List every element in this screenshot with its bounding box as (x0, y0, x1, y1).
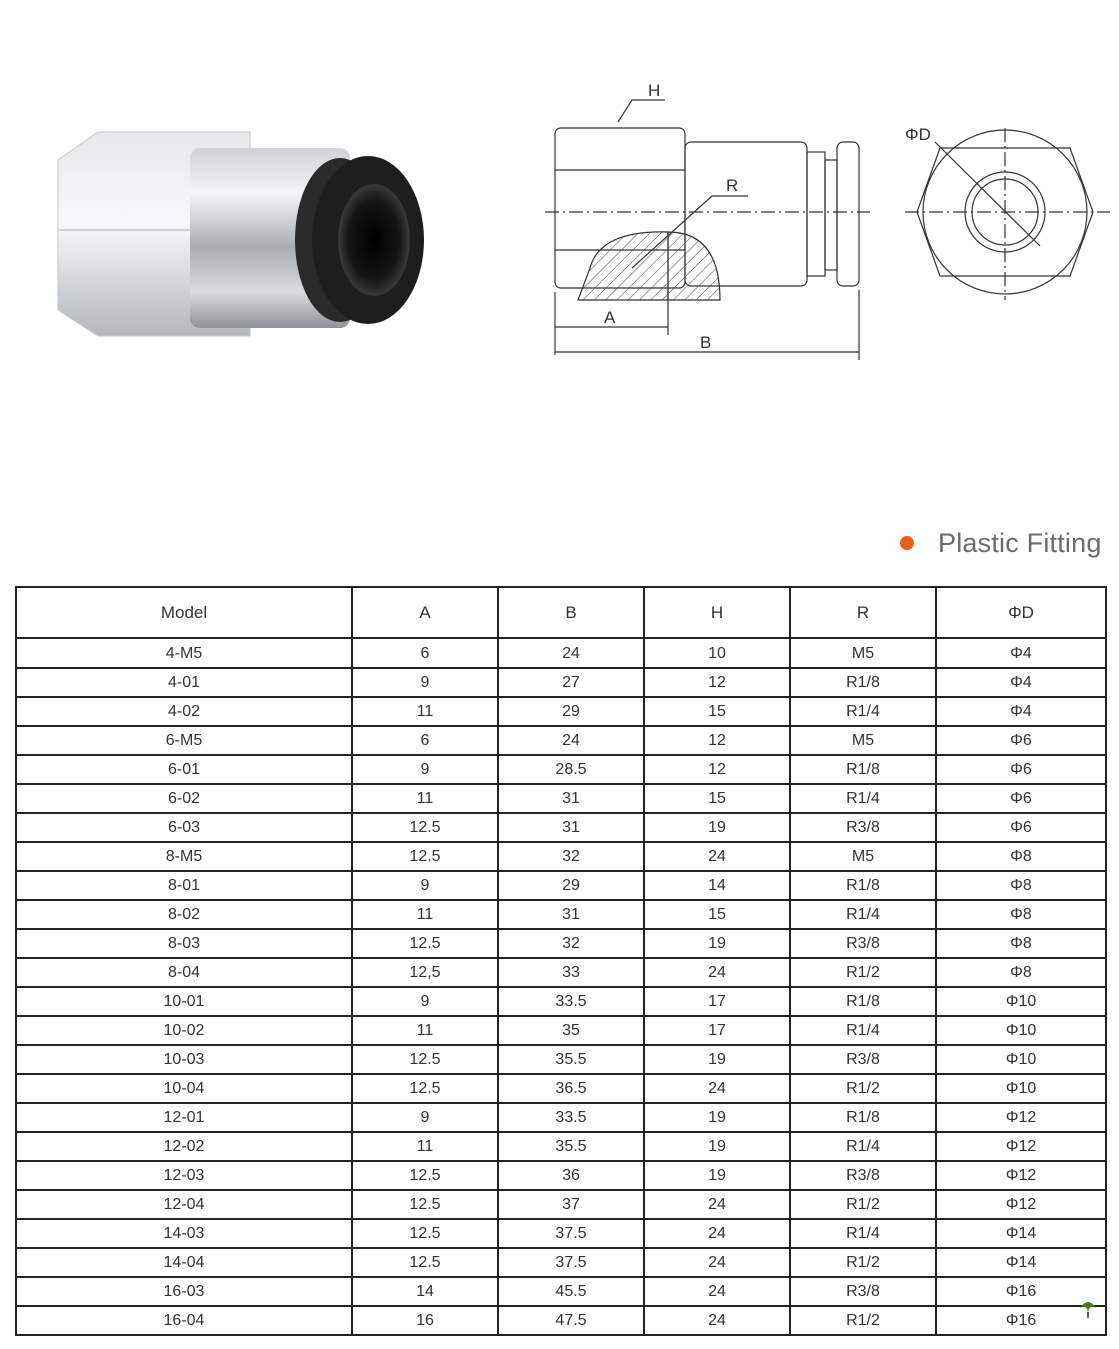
cell-r: M5 (790, 726, 936, 755)
cell-h: 12 (644, 755, 790, 784)
cell-h: 24 (644, 1074, 790, 1103)
cell-d: Φ6 (936, 813, 1106, 842)
cell-a: 6 (352, 726, 498, 755)
cell-model: 14-03 (16, 1219, 352, 1248)
cell-b: 36.5 (498, 1074, 644, 1103)
cell-model: 12-04 (16, 1190, 352, 1219)
table-row (16, 1161, 1106, 1190)
cell-d: Φ6 (936, 726, 1106, 755)
cell-model: 4-02 (16, 697, 352, 726)
table-row (16, 1277, 1106, 1306)
cell-model: 12-02 (16, 1132, 352, 1161)
cell-b: 24 (498, 726, 644, 755)
cell-h: 10 (644, 638, 790, 668)
cell-a: 12.5 (352, 813, 498, 842)
cell-b: 28.5 (498, 755, 644, 784)
cell-model: 8-M5 (16, 842, 352, 871)
table-row (16, 813, 1106, 842)
cell-r: R1/2 (790, 1074, 936, 1103)
cell-model: 12-01 (16, 1103, 352, 1132)
cell-d: Φ14 (936, 1248, 1106, 1277)
table-row (16, 755, 1106, 784)
cell-b: 37 (498, 1190, 644, 1219)
cell-a: 11 (352, 697, 498, 726)
cell-model: 8-02 (16, 900, 352, 929)
table-row (16, 1248, 1106, 1277)
cell-b: 37.5 (498, 1219, 644, 1248)
cell-b: 32 (498, 929, 644, 958)
cell-model: 16-04 (16, 1306, 352, 1335)
cell-r: R1/4 (790, 784, 936, 813)
cell-a: 9 (352, 755, 498, 784)
cell-h: 24 (644, 842, 790, 871)
cell-r: R1/8 (790, 987, 936, 1016)
cell-model: 8-04 (16, 958, 352, 987)
cell-d: Φ6 (936, 755, 1106, 784)
cell-b: 31 (498, 784, 644, 813)
table-row (16, 1045, 1106, 1074)
table-row (16, 842, 1106, 871)
cell-h: 19 (644, 1161, 790, 1190)
cell-d: Φ12 (936, 1161, 1106, 1190)
cell-d: Φ16 (936, 1306, 1106, 1335)
table-row (16, 1306, 1106, 1335)
cell-h: 14 (644, 871, 790, 900)
cell-r: M5 (790, 842, 936, 871)
cell-d: Φ10 (936, 1074, 1106, 1103)
cell-model: 4-01 (16, 668, 352, 697)
table-row (16, 1016, 1106, 1045)
dim-h-label: H (648, 81, 661, 100)
cell-b: 31 (498, 813, 644, 842)
cell-b: 29 (498, 697, 644, 726)
dim-r-label: R (726, 176, 739, 195)
cell-model: 10-01 (16, 987, 352, 1016)
cell-r: R1/4 (790, 697, 936, 726)
cell-r: R3/8 (790, 1161, 936, 1190)
cell-a: 11 (352, 1016, 498, 1045)
cell-b: 35.5 (498, 1132, 644, 1161)
cell-model: 10-04 (16, 1074, 352, 1103)
cell-a: 11 (352, 1132, 498, 1161)
header-r: R (790, 587, 936, 638)
cell-d: Φ4 (936, 638, 1106, 668)
cell-h: 24 (644, 958, 790, 987)
table-row (16, 929, 1106, 958)
cell-r: R1/4 (790, 900, 936, 929)
table-body (16, 638, 1106, 1335)
cell-r: R1/8 (790, 668, 936, 697)
cell-a: 12.5 (352, 842, 498, 871)
cell-d: Φ12 (936, 1190, 1106, 1219)
cell-h: 12 (644, 726, 790, 755)
cell-b: 33.5 (498, 1103, 644, 1132)
cell-r: R1/2 (790, 1248, 936, 1277)
cell-d: Φ14 (936, 1219, 1106, 1248)
section-title: Plastic Fitting (938, 527, 1102, 558)
cell-a: 6 (352, 638, 498, 668)
cell-b: 31 (498, 900, 644, 929)
table-header-row (16, 587, 1106, 638)
spec-table (15, 586, 1107, 1336)
cell-a: 9 (352, 1103, 498, 1132)
cell-b: 33 (498, 958, 644, 987)
cell-model: 14-04 (16, 1248, 352, 1277)
cell-a: 12.5 (352, 1248, 498, 1277)
cell-model: 10-02 (16, 1016, 352, 1045)
cell-h: 19 (644, 929, 790, 958)
cell-h: 19 (644, 1045, 790, 1074)
cell-h: 12 (644, 668, 790, 697)
table-row (16, 871, 1106, 900)
cell-r: R3/8 (790, 929, 936, 958)
cell-model: 4-M5 (16, 638, 352, 668)
cell-model: 6-02 (16, 784, 352, 813)
header-a: A (352, 587, 498, 638)
table-row (16, 1103, 1106, 1132)
cell-model: 6-M5 (16, 726, 352, 755)
table-row (16, 668, 1106, 697)
cell-b: 27 (498, 668, 644, 697)
table-row (16, 1132, 1106, 1161)
cell-h: 17 (644, 1016, 790, 1045)
cell-a: 16 (352, 1306, 498, 1335)
cell-model: 16-03 (16, 1277, 352, 1306)
cell-h: 19 (644, 813, 790, 842)
header-h: H (644, 587, 790, 638)
cell-a: 12.5 (352, 1045, 498, 1074)
cell-r: R3/8 (790, 813, 936, 842)
cell-a: 11 (352, 900, 498, 929)
cell-model: 6-01 (16, 755, 352, 784)
cell-h: 24 (644, 1248, 790, 1277)
product-photo (40, 100, 460, 360)
cell-h: 19 (644, 1103, 790, 1132)
header-b: B (498, 587, 644, 638)
cell-d: Φ8 (936, 871, 1106, 900)
cell-a: 9 (352, 987, 498, 1016)
cell-b: 37.5 (498, 1248, 644, 1277)
cell-r: R1/4 (790, 1016, 936, 1045)
table-row (16, 1074, 1106, 1103)
header-d: ΦD (936, 587, 1106, 638)
cell-d: Φ10 (936, 987, 1106, 1016)
cell-r: M5 (790, 638, 936, 668)
fitting-collet-hole (338, 184, 410, 296)
table-row (16, 1219, 1106, 1248)
cell-r: R1/4 (790, 1219, 936, 1248)
cell-b: 24 (498, 638, 644, 668)
cell-b: 35.5 (498, 1045, 644, 1074)
cell-r: R1/2 (790, 1306, 936, 1335)
cell-b: 32 (498, 842, 644, 871)
cell-a: 12.5 (352, 929, 498, 958)
cell-b: 47.5 (498, 1306, 644, 1335)
bullet-dot-icon (900, 536, 914, 550)
cell-h: 24 (644, 1306, 790, 1335)
cell-model: 8-03 (16, 929, 352, 958)
cell-r: R3/8 (790, 1045, 936, 1074)
cell-r: R1/4 (790, 1132, 936, 1161)
cell-a: 12,5 (352, 958, 498, 987)
cell-r: R1/2 (790, 1190, 936, 1219)
cell-a: 9 (352, 668, 498, 697)
cell-b: 33.5 (498, 987, 644, 1016)
cell-b: 35 (498, 1016, 644, 1045)
table-row (16, 726, 1106, 755)
dim-b-label: B (700, 333, 712, 352)
table-row (16, 1190, 1106, 1219)
cell-d: Φ10 (936, 1016, 1106, 1045)
table-row (16, 697, 1106, 726)
cell-h: 24 (644, 1277, 790, 1306)
cell-d: Φ8 (936, 958, 1106, 987)
cell-r: R1/8 (790, 1103, 936, 1132)
cell-d: Φ12 (936, 1103, 1106, 1132)
cell-model: 8-01 (16, 871, 352, 900)
table-row (16, 638, 1106, 668)
cell-h: 15 (644, 900, 790, 929)
cell-d: Φ16 (936, 1277, 1106, 1306)
table-row (16, 987, 1106, 1016)
cell-h: 24 (644, 1190, 790, 1219)
table-row (16, 958, 1106, 987)
cell-a: 9 (352, 871, 498, 900)
cell-h: 17 (644, 987, 790, 1016)
cell-h: 19 (644, 1132, 790, 1161)
cell-a: 12.5 (352, 1074, 498, 1103)
cell-h: 24 (644, 1219, 790, 1248)
cell-a: 12.5 (352, 1190, 498, 1219)
cell-d: Φ6 (936, 784, 1106, 813)
dim-d-label: ΦD (905, 125, 931, 144)
cell-r: R1/2 (790, 958, 936, 987)
cell-d: Φ12 (936, 1132, 1106, 1161)
cell-a: 14 (352, 1277, 498, 1306)
cell-h: 15 (644, 697, 790, 726)
cell-d: Φ8 (936, 929, 1106, 958)
cell-d: Φ8 (936, 842, 1106, 871)
table-row (16, 900, 1106, 929)
cell-d: Φ8 (936, 900, 1106, 929)
cell-d: Φ10 (936, 1045, 1106, 1074)
cell-model: 6-03 (16, 813, 352, 842)
cell-r: R1/8 (790, 871, 936, 900)
cell-model: 12-03 (16, 1161, 352, 1190)
cell-d: Φ4 (936, 697, 1106, 726)
cell-d: Φ4 (936, 668, 1106, 697)
dim-a-label: A (604, 308, 616, 327)
cell-b: 29 (498, 871, 644, 900)
cell-a: 12.5 (352, 1161, 498, 1190)
cell-b: 45.5 (498, 1277, 644, 1306)
cell-r: R1/8 (790, 755, 936, 784)
technical-drawing (535, 70, 1119, 370)
cell-a: 12.5 (352, 1219, 498, 1248)
cell-r: R3/8 (790, 1277, 936, 1306)
brand-logo (1060, 1294, 1116, 1338)
header-model: Model (16, 587, 352, 638)
cell-model: 10-03 (16, 1045, 352, 1074)
cell-b: 36 (498, 1161, 644, 1190)
cell-h: 15 (644, 784, 790, 813)
cell-a: 11 (352, 784, 498, 813)
table-row (16, 784, 1106, 813)
section-heading (900, 526, 1102, 560)
